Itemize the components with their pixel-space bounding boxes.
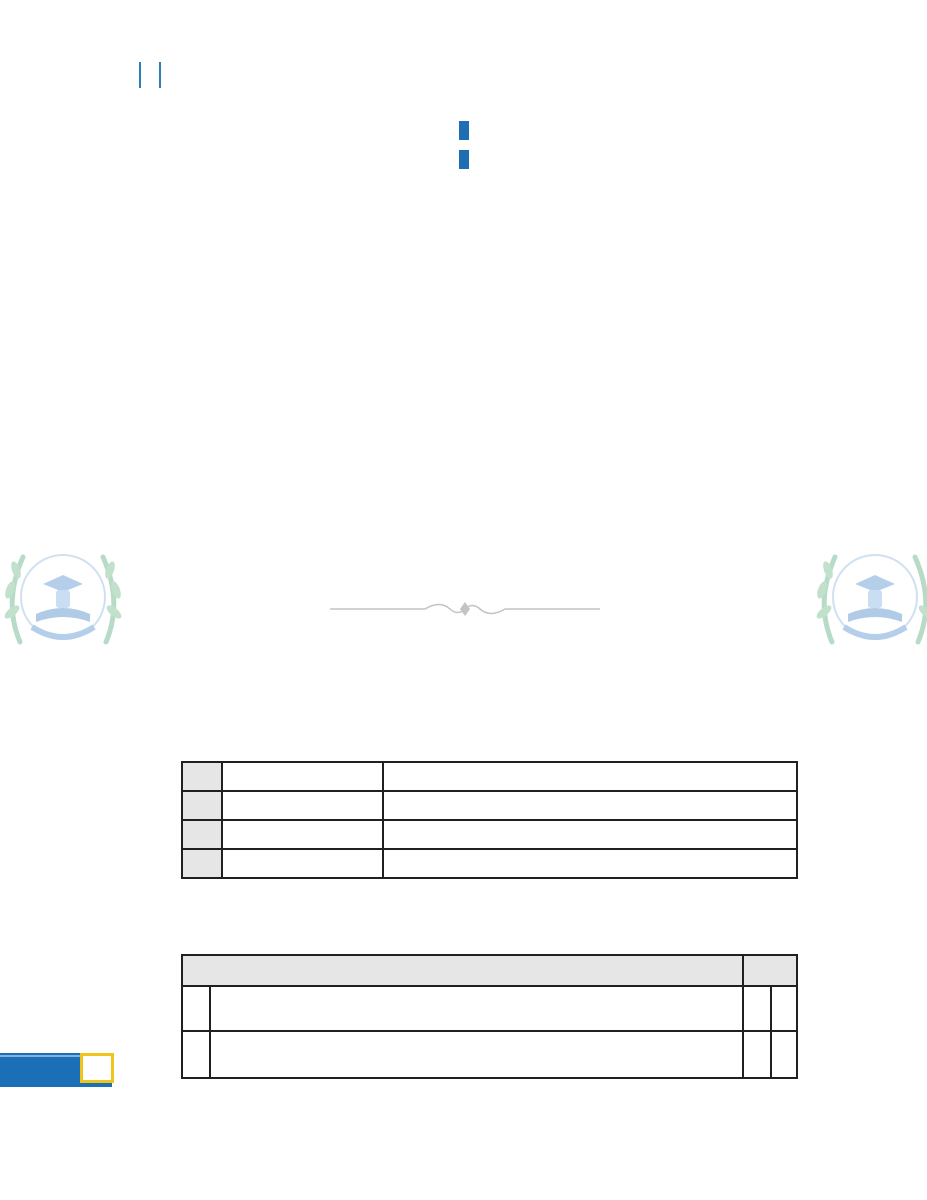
row-index (182, 849, 222, 878)
row-label (222, 762, 383, 791)
banner-practice (0, 150, 927, 168)
reason-index (743, 1031, 771, 1078)
header-statement (182, 955, 743, 986)
page-number (80, 1053, 114, 1083)
reason-index (743, 986, 771, 1031)
row-label (222, 849, 383, 878)
reason-cell[interactable] (771, 986, 797, 1031)
table-row (182, 820, 797, 849)
watermark-ornament-icon (330, 598, 600, 620)
header-divider (139, 62, 141, 88)
banner-advanced-text (459, 121, 469, 140)
statement-index (182, 1031, 210, 1078)
row-answer-cell[interactable] (383, 820, 797, 849)
statement-cell[interactable] (210, 1031, 743, 1078)
page-header (130, 62, 170, 88)
row-label (222, 820, 383, 849)
watermark-logo-right-icon (810, 532, 927, 662)
row-answer-cell[interactable] (383, 849, 797, 878)
row-answer-cell[interactable] (383, 762, 797, 791)
watermark-logo-left-icon (0, 532, 128, 662)
table-row (182, 791, 797, 820)
header-reason (743, 955, 797, 986)
table-header-row (182, 955, 797, 986)
banner-practice-text (459, 150, 469, 169)
abilities-table (181, 761, 798, 879)
row-index (182, 762, 222, 791)
row-index (182, 791, 222, 820)
reason-cell[interactable] (771, 1031, 797, 1078)
statement-reason-table (181, 954, 798, 1079)
table-row (182, 986, 797, 1031)
statement-index (182, 986, 210, 1031)
header-divider (159, 62, 161, 88)
row-label (222, 791, 383, 820)
table-row (182, 762, 797, 791)
row-index (182, 820, 222, 849)
table-row (182, 849, 797, 878)
statement-cell[interactable] (210, 986, 743, 1031)
table-row (182, 1031, 797, 1078)
banner-advanced (0, 121, 927, 139)
row-answer-cell[interactable] (383, 791, 797, 820)
